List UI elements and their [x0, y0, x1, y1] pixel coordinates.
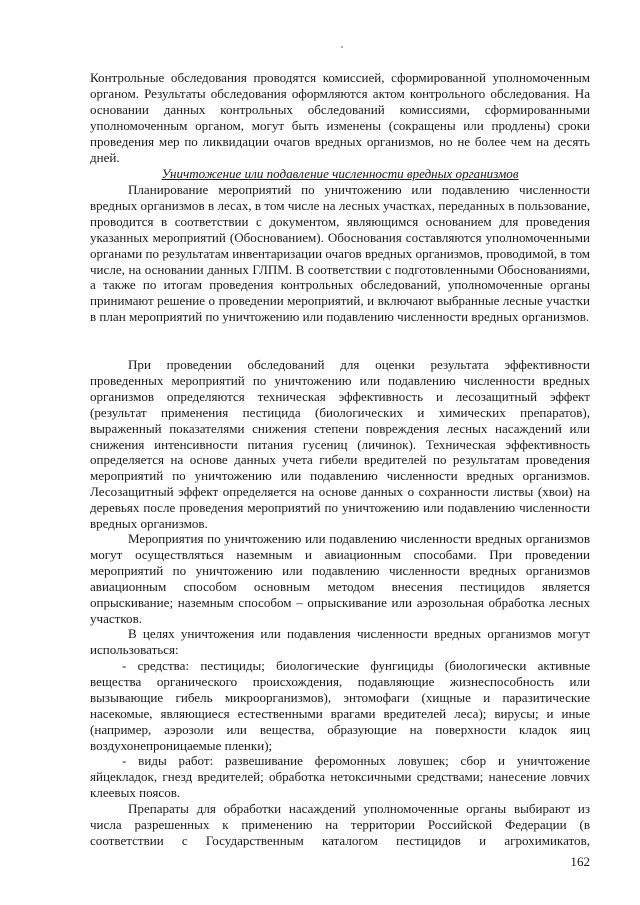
section-heading: Уничтожение или подавление численности вредных организмов — [161, 166, 519, 181]
page-number: 162 — [570, 854, 590, 869]
paragraph-planning: Планирование мероприятий по уничтожению или подавлению численности вредных организмов в лесах, в том числе на лесных участках, переданных в пользование, проводится в соответствии с документом, являющимся основанием для проведения указанных мероприятий (Обоснованием). Обоснования составляются уполномоченными органами по результатам инвентаризации очагов вредных организмов, проводимой, в том числе, на основании данных ГЛПМ. В соответствии с подготовленными Обоснованиями, а также по итогам проведения контрольных обследований, уполномоченные органы принимают решение о проведении мероприятий, и включают выбранные лесные участки в план мероприятий по уничтожению или подавлению численности вредных организмов. — [90, 182, 590, 325]
list-item-means: - средства: пестициды; биологические фунгициды (биологически активные вещества органического происхождения, подавляющие жизнеспособность или вызывающие гибель микроорганизмов), энтомофаги (хищные и паразитические насекомые, являющиеся естественными врагами вредителей леса); вирусы; и иные (например, аэрозоли или вещества, образующие на поверхности кладок яиц воздухонепроницаемые пленки); — [90, 658, 590, 753]
paragraph-effectiveness: При проведении обследований для оценки результата эффективности проведенных мероприятий по уничтожению или подавлению численности вредных организмов определяются техническая эффективность и лесозащитный эффект (результат применения пестицида (биологических и химических препаратов), выраженный показателями снижения степени повреждения лесных насаждений или снижения интенсивности питания гусениц (личинок). Техническая эффективность определяется на основе данных учета гибели вредителей по результатам проведения мероприятий по уничтожению или подавлению численности вредных организмов. Лесозащитный эффект определяется на основе данных о сохранности листвы (хвои) на деревьях после проведения мероприятий по уничтожению или подавлению численности вредных организмов. — [90, 357, 590, 532]
paragraph-preparations: Препараты для обработки насаждений уполномоченные органы выбирают из числа разрешенных к применению на территории Российской Федерации (в соответствии с Государственным каталогом пестицидов и агрохимикатов, — [90, 801, 590, 848]
paragraph-means-intro: В целях уничтожения или подавления численности вредных организмов могут использоваться: — [90, 626, 590, 657]
list-item-works: - виды работ: развешивание феромонных ловушек; сбор и уничтожение яйцекладок, гнезд вредителей; обработка нетоксичными средствами; нанесение ловчих клеевых поясов. — [90, 753, 590, 800]
paragraph-methods: Мероприятия по уничтожению или подавлению численности вредных организмов могут осуществляться наземным и авиационным способами. При проведении мероприятий по уничтожению или подавлению численности вредных организмов авиационным способом основным методом внесения пестицидов является опрыскивание; наземным способом – опрыскивание или аэрозольная обработка лесных участков. — [90, 531, 590, 626]
paragraph-control-surveys: Контрольные обследования проводятся комиссией, сформированной уполномоченным органом. Результаты обследования оформляются актом контрольного обследования. На основании данных контрольных обследований комиссиями, сформированными уполномоченным органом, могут быть изменены (сокращены или продлены) сроки проведения мер по ликвидации очагов вредных организмов, но не более чем на десять дней. — [90, 70, 590, 165]
scan-speck — [341, 46, 343, 48]
